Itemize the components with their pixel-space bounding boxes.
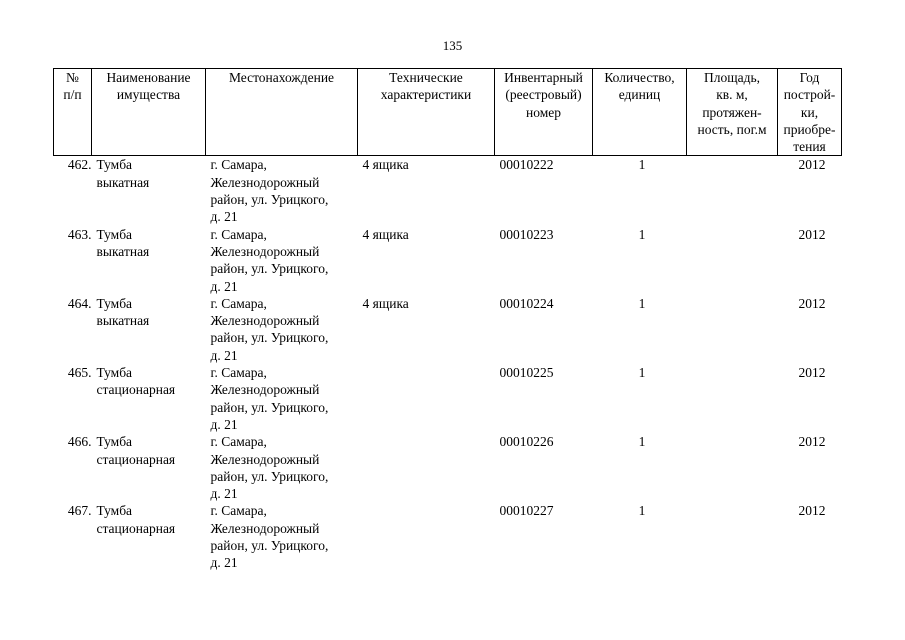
header-inventory: Инвентарный (реестровый) номер (495, 69, 593, 156)
row-number: 465. (67, 365, 92, 381)
row-inventory: 00010223 (499, 226, 554, 242)
row-year: 2012 (798, 295, 826, 311)
row-location: г. Самара, Железнодорожный район, ул. Урицкого, д. 21 (210, 157, 329, 225)
row-quantity: 1 (638, 157, 646, 173)
row-name: Тумба стационарная (96, 365, 176, 398)
row-area (687, 226, 778, 295)
row-area (687, 502, 778, 571)
header-specs: Технические характеристики (358, 69, 495, 156)
header-number: № п/п (54, 69, 92, 156)
row-location: г. Самара, Железнодорожный район, ул. Урицкого, д. 21 (210, 226, 329, 294)
row-number: 466. (67, 434, 92, 450)
row-location: г. Самара, Железнодорожный район, ул. Урицкого, д. 21 (210, 295, 329, 363)
row-name: Тумба стационарная (96, 434, 176, 467)
row-location: г. Самара, Железнодорожный район, ул. Урицкого, д. 21 (210, 503, 329, 571)
row-inventory: 00010225 (499, 365, 554, 381)
row-inventory: 00010226 (499, 434, 554, 450)
row-quantity: 1 (638, 503, 646, 519)
page-number: 135 (442, 38, 463, 53)
row-location: г. Самара, Железнодорожный район, ул. Урицкого, д. 21 (210, 365, 329, 432)
row-year: 2012 (798, 365, 826, 381)
row-year: 2012 (798, 434, 826, 450)
row-inventory: 00010227 (499, 503, 554, 519)
row-name: Тумба выкатная (96, 295, 150, 329)
row-name: Тумба выкатная (96, 157, 150, 190)
row-name: Тумба стационарная (96, 503, 176, 536)
row-specs: 4 ящика (362, 157, 409, 173)
row-quantity: 1 (638, 434, 646, 450)
row-inventory: 00010222 (499, 157, 554, 173)
header-name: Наименование имущества (92, 69, 206, 156)
row-quantity: 1 (638, 295, 646, 311)
table-row (54, 433, 842, 502)
row-area (687, 433, 778, 502)
row-quantity: 1 (638, 226, 646, 242)
row-area (687, 156, 778, 226)
row-inventory: 00010224 (499, 295, 554, 311)
table-row (54, 226, 842, 295)
row-specs: 4 ящика (362, 295, 409, 311)
table-row (54, 295, 842, 364)
row-specs (358, 502, 495, 571)
row-specs (358, 364, 495, 433)
row-quantity: 1 (638, 365, 646, 381)
row-number: 462. (67, 157, 92, 173)
row-area (687, 364, 778, 433)
header-area: Площадь, кв. м, протяжен- ность, пог.м (687, 69, 778, 156)
row-year: 2012 (798, 157, 826, 173)
row-specs: 4 ящика (362, 226, 409, 242)
table-row (54, 156, 842, 226)
row-name: Тумба выкатная (96, 226, 150, 259)
row-specs (358, 433, 495, 502)
row-number: 463. (67, 226, 92, 242)
row-number: 464. (67, 295, 92, 311)
table-header-row (54, 69, 842, 156)
header-year: Год построй- ки, приобре- тения (778, 69, 842, 156)
table-row (54, 502, 842, 571)
row-number: 467. (67, 503, 92, 519)
row-year: 2012 (798, 226, 826, 242)
property-registry-table (53, 68, 842, 572)
header-location: Местонахождение (206, 69, 358, 156)
row-year: 2012 (798, 503, 826, 519)
table-row (54, 364, 842, 433)
row-location: г. Самара, Железнодорожный район, ул. Урицкого, д. 21 (210, 434, 329, 502)
row-area (687, 295, 778, 364)
header-quantity: Количество, единиц (593, 69, 687, 156)
